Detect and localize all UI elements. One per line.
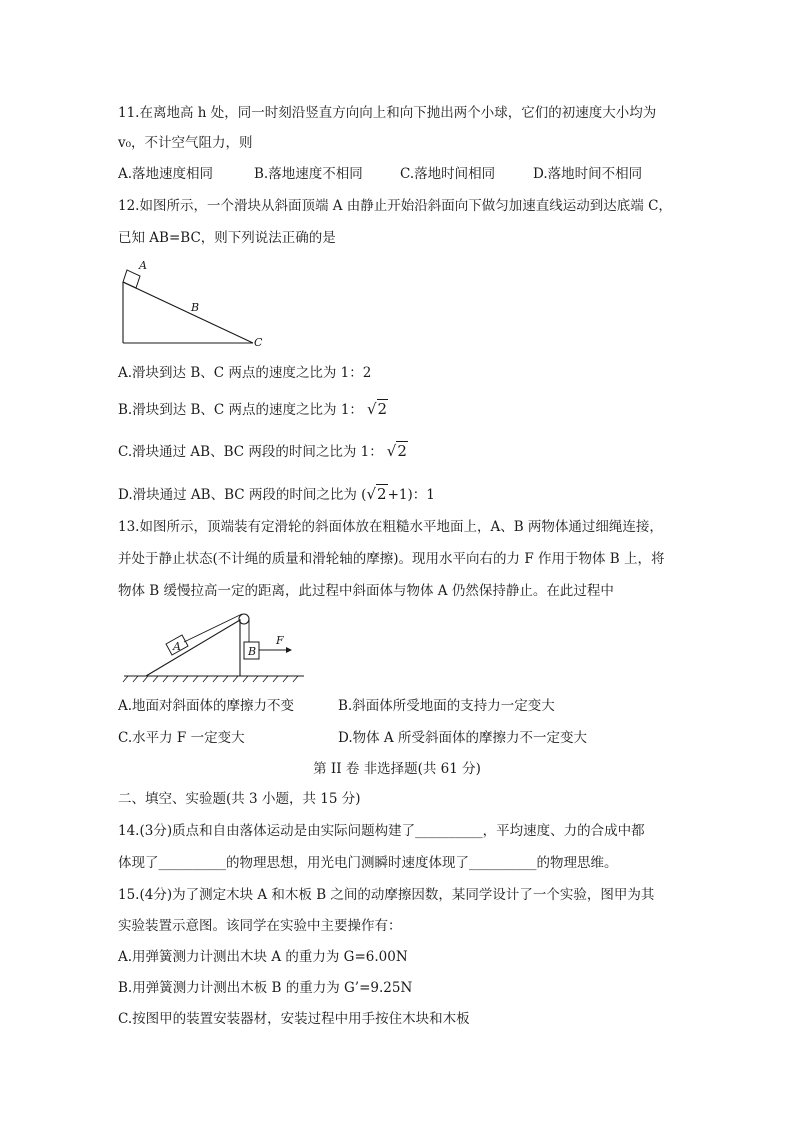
sqrt-symbol: √2 bbox=[386, 442, 407, 460]
sqrt-symbol: √2 bbox=[366, 485, 387, 503]
q12-stem-line1: 12.如图所示，一个滑块从斜面顶端 A 由静止开始沿斜面向下做匀加速直线运动到达底端 C， bbox=[118, 198, 672, 214]
q15-line2: 实验装置示意图。该同学在实验中主要操作有： bbox=[118, 918, 402, 934]
q15-step-a: A.用弹簧测力计测出木块 A 的重力为 G=6.00N bbox=[118, 949, 408, 965]
sqrt-symbol: √2 bbox=[366, 400, 388, 418]
point-c-label: C bbox=[254, 336, 263, 349]
q12-option-c bbox=[118, 442, 408, 461]
q12-option-d bbox=[118, 485, 435, 504]
q11-stem-line1: 11.在离地高 h 处，同一时刻沿竖直方向向上和向下抛出两个小球，它们的初速度大小均为 bbox=[118, 105, 657, 121]
q13-stem-line2: 并处于静止状态(不计绳的质量和滑轮轴的摩擦)。现用水平向右的力 F 作用于物体 B 上，将 bbox=[118, 551, 665, 567]
force-f-label: F bbox=[276, 634, 284, 647]
point-a-label: A bbox=[139, 259, 147, 272]
incline-figure bbox=[110, 255, 280, 355]
q13-option-a: A.地面对斜面体的摩擦力不变 bbox=[118, 698, 295, 714]
q14-line2: 体现了__________的物理思想，用光电门测瞬时速度体现了__________的物理思维。 bbox=[118, 855, 618, 871]
q14-line1: 14.(3分)质点和自由落体运动是由实际问题构建了__________，平均速度、力的合成中都 bbox=[118, 823, 645, 839]
q12-option-a: A.滑块到达 B、C 两点的速度之比为 1：2 bbox=[118, 365, 372, 381]
pulley-incline-figure bbox=[118, 606, 308, 686]
pulley-wheel bbox=[239, 614, 249, 624]
block-b-label: B bbox=[248, 645, 257, 658]
q11-option-a: A.落地速度相同 bbox=[118, 166, 214, 182]
incline-slope-line bbox=[123, 282, 253, 343]
q15-step-c: C.按图甲的装置安装器材，安装过程中用手按住木块和木板 bbox=[118, 1011, 470, 1027]
q11-stem-line2: v₀，不计空气阻力，则 bbox=[118, 135, 253, 151]
rope-a-segment bbox=[184, 614, 242, 642]
q15-step-b: B.用弹簧测力计测出木板 B 的重力为 G’=9.25N bbox=[118, 980, 413, 996]
q12-option-b-text: B.滑块到达 B、C 两点的速度之比为 1： bbox=[118, 402, 363, 418]
incline-body bbox=[146, 620, 240, 676]
q13-stem-line1: 13.如图所示，顶端装有定滑轮的斜面体放在粗糙水平地面上，A、B 两物体通过细绳连接， bbox=[118, 519, 663, 535]
part2-section-heading: 二、填空、实验题(共 3 小题，共 15 分) bbox=[118, 791, 361, 807]
point-b-label: B bbox=[191, 301, 200, 314]
q12-option-d-suffix: +1)：1 bbox=[387, 487, 435, 503]
q15-line1: 15.(4分)为了测定木块 A 和木板 B 之间的动摩擦因数，某同学设计了一个实验，图甲为其 bbox=[118, 887, 655, 903]
block-a-label: A bbox=[173, 640, 181, 653]
q13-stem-line3: 物体 B 缓慢拉高一定的距离，此过程中斜面体与物体 A 仍然保持静止。在此过程中 bbox=[118, 583, 614, 599]
part2-title: 第 II 卷 非选择题(共 61 分) bbox=[313, 761, 481, 777]
q13-option-b: B.斜面体所受地面的支持力一定变大 bbox=[338, 698, 555, 714]
q13-option-d: D.物体 A 所受斜面体的摩擦力不一定变大 bbox=[338, 730, 587, 746]
q12-option-b bbox=[118, 400, 388, 419]
q12-stem-line2: 已知 AB=BC，则下列说法正确的是 bbox=[118, 230, 336, 246]
slider-block bbox=[123, 270, 140, 288]
q12-option-d-text: D.滑块通过 AB、BC 两段的时间之比为 ( bbox=[118, 487, 367, 503]
q11-option-b: B.落地速度不相同 bbox=[254, 166, 363, 182]
q11-option-c: C.落地时间相同 bbox=[400, 166, 496, 182]
ground-hatching bbox=[123, 676, 298, 682]
force-arrow-head bbox=[286, 647, 292, 653]
q13-option-c: C.水平力 F 一定变大 bbox=[118, 730, 245, 746]
q11-option-d: D.落地时间不相同 bbox=[533, 166, 643, 182]
q12-option-c-text: C.滑块通过 AB、BC 两段的时间之比为 1： bbox=[118, 444, 383, 460]
